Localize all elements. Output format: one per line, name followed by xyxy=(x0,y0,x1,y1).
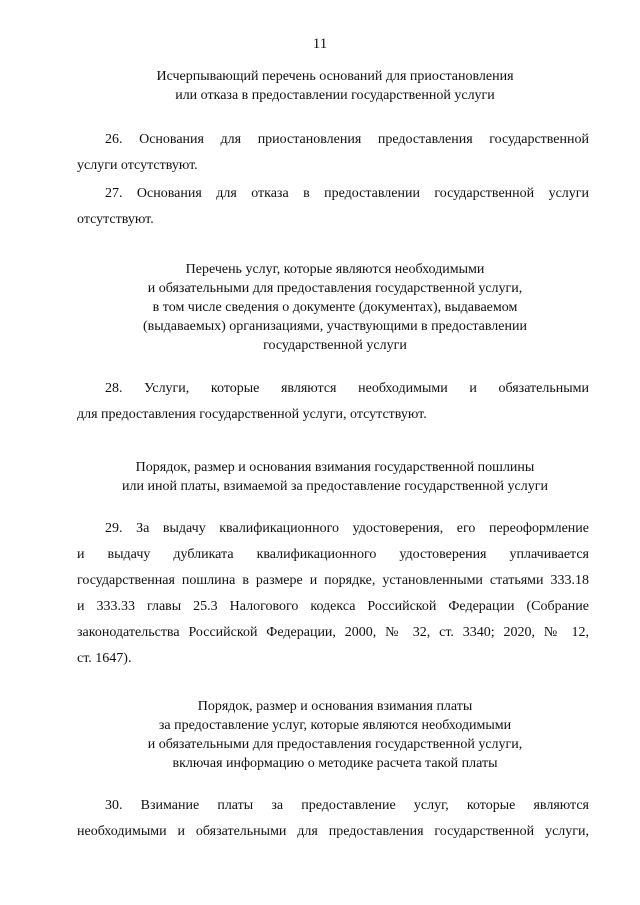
section-heading-state-duty xyxy=(60,458,610,496)
heading-line: Перечень услуг, которые являются необходимыми xyxy=(185,262,485,277)
paragraph-line: и выдачу дубликата квалификационного удостоверения уплачивается xyxy=(77,547,589,562)
paragraph-line: 28. Услуги, которые являются необходимыми и обязательными xyxy=(105,381,589,396)
heading-line: Исчерпывающий перечень оснований для приостановления xyxy=(156,69,514,84)
heading-line: или отказа в предоставлении государственной услуги xyxy=(175,88,495,103)
paragraph-line: необходимыми и обязательными для предоставления государственной услуги, xyxy=(77,824,589,839)
paragraph-line: для предоставления государственной услуги, отсутствуют. xyxy=(77,407,427,422)
heading-line: в том числе сведения о документе (документах), выдаваемом xyxy=(152,300,518,315)
page-number: 11 xyxy=(312,36,328,52)
paragraph-line: законодательства Российской Федерации, 2000, № 32, ст. 3340; 2020, № 12, xyxy=(77,625,589,640)
paragraph-line: отсутствуют. xyxy=(77,212,154,227)
paragraph-line: 26. Основания для приостановления предоставления государственной xyxy=(105,132,589,147)
paragraph-28 xyxy=(77,376,589,428)
heading-line: (выдаваемых) организациями, участвующими в предоставлении xyxy=(143,319,527,334)
paragraph-line: и 333.33 главы 25.3 Налогового кодекса Российской Федерации (Собрание xyxy=(77,599,589,614)
paragraph-26 xyxy=(77,127,589,179)
paragraph-line: ст. 1647). xyxy=(77,651,132,666)
section-heading-suspension-refusal xyxy=(60,67,610,105)
heading-line: государственной услуги xyxy=(263,338,407,353)
paragraph-line: 27. Основания для отказа в предоставлении государственной услуги xyxy=(105,186,589,201)
section-heading-required-services xyxy=(60,260,610,355)
heading-line: Порядок, размер и основания взимания государственной пошлины xyxy=(135,460,535,475)
heading-line: включая информацию о методике расчета такой платы xyxy=(172,756,498,771)
heading-line: Порядок, размер и основания взимания платы xyxy=(197,699,473,714)
paragraph-line: услуги отсутствуют. xyxy=(77,158,198,173)
paragraph-line: государственная пошлина в размере и порядке, установленными статьями 333.18 xyxy=(77,573,589,588)
paragraph-27 xyxy=(77,181,589,233)
heading-line: и обязательными для предоставления государственной услуги, xyxy=(147,737,523,752)
paragraph-line: 29. За выдачу квалификационного удостоверения, его переоформление xyxy=(105,521,589,536)
paragraph-line: 30. Взимание платы за предоставление услуг, которые являются xyxy=(105,798,589,813)
heading-line: или иной платы, взимаемой за предоставление государственной услуги xyxy=(122,479,548,494)
heading-line: за предоставление услуг, которые являются необходимыми xyxy=(158,718,512,733)
section-heading-fee-for-services xyxy=(60,697,610,773)
heading-line: и обязательными для предоставления государственной услуги, xyxy=(147,281,523,296)
paragraph-29 xyxy=(77,516,589,672)
paragraph-30 xyxy=(77,793,589,845)
